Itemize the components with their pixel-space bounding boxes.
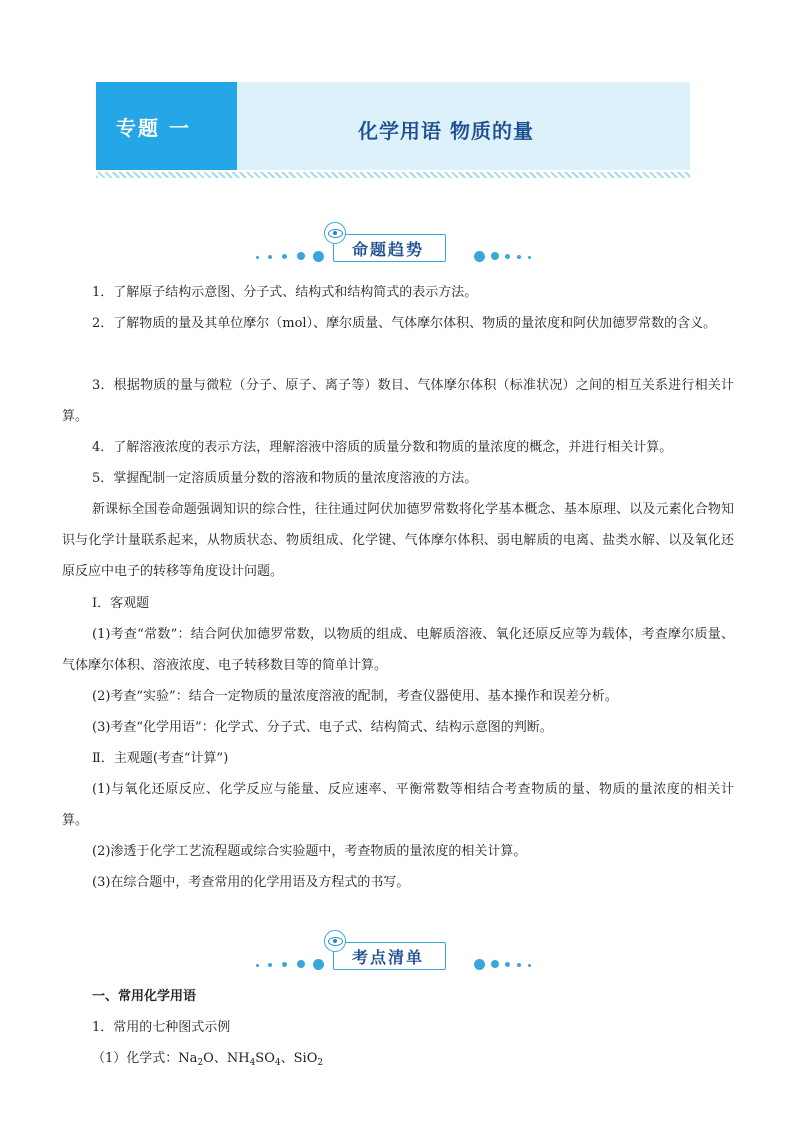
objective-item-3: (3)考查“化学用语”：化学式、分子式、电子式、结构简式、结构示意图的判断。 [92,720,553,735]
formula-subscript: 2 [317,1058,324,1068]
decor-dot [505,254,510,259]
trend-item-2: 2．了解物质的量及其单位摩尔（mol）、摩尔质量、气体摩尔体积、物质的量浓度和阿伏加德罗常数的含义。 [92,316,717,331]
decor-dot [474,251,485,262]
formula-part: NH [226,1051,250,1066]
header-banner [96,82,690,170]
formula-subscript: 4 [274,1058,281,1068]
trend-intro: 新课标全国卷命题强调知识的综合性，往往通过阿伏加德罗常数将化学基本概念、基本原理、以及元素化合物知识与化学计量联系起来，从物质状态、物质组成、化学键、气体摩尔体积、弱电解质的电离、盐类水解、以及氧化还原反应中电子的转移等角度设计问题。 [62,502,734,579]
decor-dot [282,254,287,259]
decor-dot [528,964,531,967]
decor-dot [268,255,272,259]
page-title: 化学用语 物质的量 [358,119,534,143]
decor-dot [297,252,305,260]
formula-subscript: 2 [197,1058,204,1068]
decor-dot [517,963,521,967]
subjective-item-1: (1)与氧化还原反应、化学反应与能量、反应速率、平衡常数等相结合考查物质的量、物质的量浓度的相关计算。 [62,782,734,828]
section-heading-checklist [0,930,794,980]
section-title-box [333,942,446,970]
decor-dot [491,252,499,260]
checklist-subheading: 1．常用的七种图式示例 [92,1020,231,1035]
decor-dot [268,963,272,967]
eye-icon [324,930,346,952]
banner-stripe [96,172,690,178]
trend-item-4: 4．了解溶液浓度的表示方法，理解溶液中溶质的质量分数和物质的量浓度的概念，并进行相关计算。 [92,440,673,455]
section-heading-trend [0,222,794,272]
decor-dot [256,256,259,259]
decor-dot [528,256,531,259]
objective-item-1: (1)考查“常数”：结合阿伏加德罗常数，以物质的组成、电解质溶液、氧化还原反应等为载体，考查摩尔质量、气体摩尔体积、溶液浓度、电子转移数目等的简单计算。 [62,627,734,673]
section-title-box [333,234,446,262]
trend-item-5: 5．掌握配制一定溶质质量分数的溶液和物质的量浓度溶液的方法。 [92,471,478,486]
formula-na2o [178,1051,214,1066]
trend-item-1: 1．了解原子结构示意图、分子式、结构式和结构简式的表示方法。 [92,285,478,300]
separator: 、 [280,1051,294,1066]
checklist-heading: 一、常用化学用语 [92,989,197,1004]
eye-icon [324,222,346,244]
decor-dot [313,959,324,970]
formula-part: SiO [293,1051,318,1066]
formula-label: （1）化学式： [92,1051,179,1066]
decor-dot [256,964,259,967]
decor-dot [297,960,305,968]
formula-nh4so4 [227,1051,281,1066]
trend-item-3: 3．根据物质的量与微粒（分子、原子、离子等）数目、气体摩尔体积（标准状况）之间的相互关系进行相关计算。 [62,378,734,424]
subjective-item-3: (3)在综合题中，考查常用的化学用语及方程式的书写。 [92,875,410,890]
formula-part: Na [178,1051,198,1066]
formula-subscript: 4 [249,1058,256,1068]
formula-part: O [203,1051,214,1066]
objective-item-2: (2)考查“实验”：结合一定物质的量浓度溶液的配制，考查仪器使用、基本操作和误差分析。 [92,689,618,704]
subjective-item-2: (2)渗透于化学工艺流程题或综合实验题中，考查物质的量浓度的相关计算。 [92,844,527,859]
formula-line [92,1043,764,1074]
decor-dot [474,959,485,970]
decor-dot [313,251,324,262]
decor-dot [491,960,499,968]
decor-dot [282,962,287,967]
decor-dot [517,255,521,259]
objective-heading: Ⅰ．客观题 [92,596,150,611]
formula-part: SO [255,1051,275,1066]
topic-tag-label: 专题 一 [116,116,191,140]
subjective-heading: Ⅱ．主观题(考查“计算”) [92,751,229,766]
formula-sio2 [294,1051,323,1066]
section-title: 命题趋势 [352,240,425,259]
separator: 、 [213,1051,227,1066]
topic-tag [96,82,237,170]
section-title: 考点清单 [352,948,425,967]
decor-dot [505,962,510,967]
